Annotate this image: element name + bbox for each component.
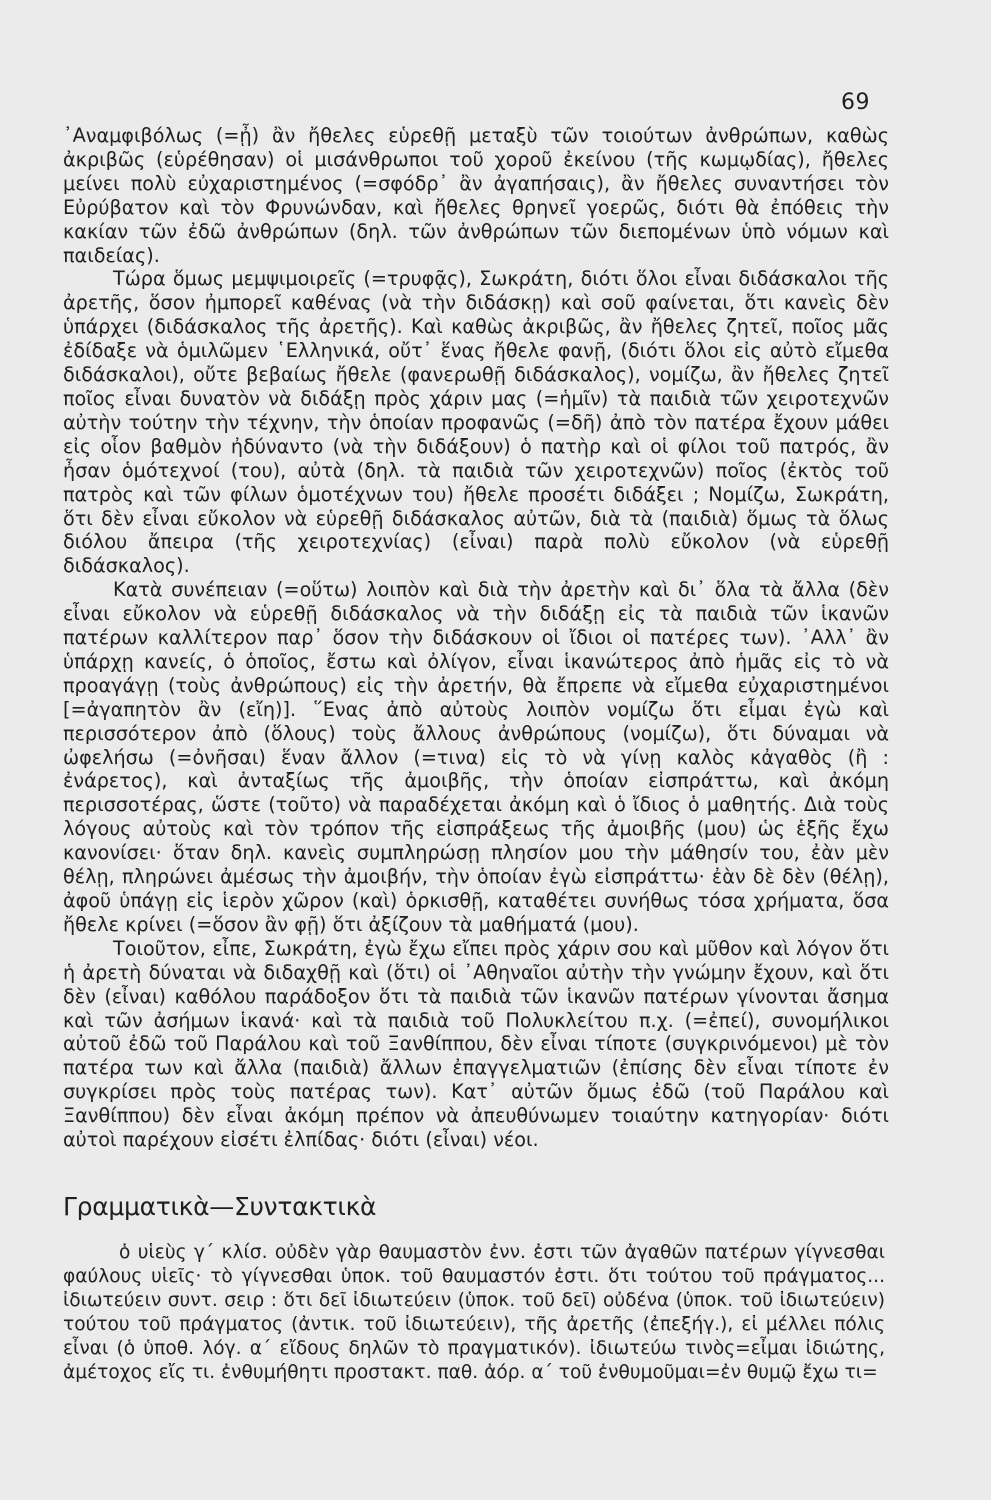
paragraph: ᾿Αναμφιβόλως (=ᾖ) ἂν ἤθελες εὑρεθῇ μεταξὺ τῶν τοιούτων ἀνθρώπων, καθὼς ἀκριβῶς (εὑρέθησαν) οἱ μισάνθρωποι τοῦ χοροῦ ἐκείνου (τῆς κωμῳδίας), ἤθελες μείνει πολὺ εὐχαριστημένος (=σφόδρ᾿ ἂν ἀγαπήσαις), ἂν ἤθελες συναντήσει τὸν Εὐρύβατον καὶ τὸν Φρυνώνδαν, καὶ ἤθελες θρηνεῖ γοερῶς, διότι θὰ ἐπόθεις τὴν κακίαν τῶν ἐδῶ ἀνθρώπων (δηλ. τῶν ἀνθρώπων τῶν διεπομένων ὑπὸ νόμων καὶ παιδείας). <box>63 124 889 267</box>
paragraph: Τοιοῦτον, εἶπε, Σωκράτη, ἐγὼ ἔχω εἴπει πρὸς χάριν σου καὶ μῦθον καὶ λόγον ὅτι ἡ ἀρετὴ δύναται νὰ διδαχθῇ καὶ (ὅτι) οἱ ᾿Αθηναῖοι αὐτὴν τὴν γνώμην ἔχουν, καὶ ὅτι δὲν (εἶναι) καθόλου παράδοξον ὅτι τὰ παιδιὰ τῶν ἱκανῶν πατέρων γίνονται ἄσημα καὶ τῶν ἀσήμων ἱκανά· καὶ τὰ παιδιὰ τοῦ Πολυκλείτου π.χ. (=ἐπεί), συνομήλικοι αὐτοῦ ἐδῶ τοῦ Παράλου καὶ τοῦ Ξανθίππου, δὲν εἶναι τίποτε (συγκρινόμενοι) μὲ τὸν πατέρα των καὶ ἄλλα (παιδιὰ) ἄλλων ἐπαγγελματιῶν (ἐπίσης δὲν εἶναι τίποτε ἐν συγκρίσει πρὸς τοὺς πατέρας των). Κατ᾿ αὐτῶν ὅμως ἐδῶ (τοῦ Παράλου καὶ Ξανθίππου) δὲν εἶναι ἀκόμη πρέπον νὰ ἀπευθύνωμεν τοιαύτην κατηγορίαν· διότι αὐτοὶ παρέχουν εἰσέτι ἐλπίδας· διότι (εἶναι) νέοι. <box>63 936 889 1152</box>
paragraph: Τώρα ὅμως μεμψιμοιρεῖς (=τρυφᾷς), Σωκράτη, διότι ὅλοι εἶναι διδάσκαλοι τῆς ἀρετῆς, ὅσον ἠμπορεῖ καθένας (νὰ τὴν διδάσκῃ) καὶ σοῦ φαίνεται, ὅτι κανεὶς δὲν ὑπάρχει (διδάσκαλος τῆς ἀρετῆς). Καὶ καθὼς ἀκριβῶς, ἂν ἤθελες ζητεῖ, ποῖος μᾶς ἐδίδαξε νὰ ὁμιλῶμεν ῾Ελληνικά, οὔτ᾿ ἕνας ἤθελε φανῇ, (διότι ὅλοι εἰς αὐτὸ εἴμεθα διδάσκαλοι), οὔτε βεβαίως ἤθελε (φανερωθῇ διδάσκαλος), νομίζω, ἂν ἤθελες ζητεῖ ποῖος εἶναι δυνατὸν νὰ διδάξῃ πρὸς χάριν μας (=ἡμῖν) τὰ παιδιὰ τῶν χειροτεχνῶν αὐτὴν τούτην τὴν τέχνην, τὴν ὁποίαν προφανῶς (=δῆ) ἀπὸ τὸν πατέρα ἔχουν μάθει εἰς οἷον βαθμὸν ἠδύναντο (νὰ τὴν διδάξουν) ὁ πατὴρ καὶ οἱ φίλοι τοῦ πατρός, ἂν ἦσαν ὁμότεχνοί (του), αὐτὰ (δηλ. τὰ παιδιὰ τῶν χειροτεχνῶν) ποῖος (ἐκτὸς τοῦ πατρὸς καὶ τῶν φίλων ὁμοτέχνων του) ἤθελε προσέτι διδάξει ; Νομίζω, Σωκράτη, ὅτι δὲν εἶναι εὔκολον νὰ εὑρεθῇ διδάσκαλος αὐτῶν, διὰ τὰ (παιδιὰ) ὅμως τὰ ὅλως διόλου ἄπειρα (τῆς χειροτεχνίας) (εἶναι) παρὰ πολὺ εὔκολον (νὰ εὑρεθῇ διδάσκαλος). <box>63 267 889 578</box>
page-number: 69 <box>841 90 870 115</box>
body-text <box>63 124 889 1152</box>
paragraph: Κατὰ συνέπειαν (=οὕτω) λοιπὸν καὶ διὰ τὴν ἀρετὴν καὶ δι᾿ ὅλα τὰ ἄλλα (δὲν εἶναι εὔκολον νὰ εὑρεθῇ διδάσκαλος νὰ τὴν διδάξῃ εἰς τὰ παιδιὰ τῶν ἱκανῶν πατέρων καλλίτερον παρ᾿ ὅσον τὴν διδάσκουν οἱ ἴδιοι οἱ πατέρες των). ᾿Αλλ᾿ ἂν ὑπάρχῃ κανείς, ὁ ὁποῖος, ἔστω καὶ ὀλίγον, εἶναι ἱκανώτερος ἀπὸ ἡμᾶς εἰς τὸ νὰ προαγάγῃ (τοὺς ἀνθρώπους) εἰς τὴν ἀρετήν, θὰ ἔπρεπε νὰ εἴμεθα εὐχαριστημένοι [=ἀγαπητὸν ἂν (εἴη)]. ῞Ενας ἀπὸ αὐτοὺς λοιπὸν νομίζω ὅτι εἶμαι ἐγὼ καὶ περισσότερον ἀπὸ (ὅλους) τοὺς ἄλλους ἀνθρώπους (νομίζω), ὅτι δύναμαι νὰ ὠφελήσω (=ὀνῆσαι) ἕναν ἄλλον (=τινα) εἰς τὸ νὰ γίνῃ καλὸς κἀγαθὸς (ἢ : ἐνάρετος), καὶ ἀνταξίως τῆς ἀμοιβῆς, τὴν ὁποίαν εἰσπράττω, καὶ ἀκόμη περισσοτέρας, ὥστε (τοῦτο) νὰ παραδέχεται ἀκόμη καὶ ὁ ἴδιος ὁ μαθητής. Διὰ τοὺς λόγους αὐτοὺς καὶ τὸν τρόπον τῆς εἰσπράξεως τῆς ἀμοιβῆς (μου) ὡς ἑξῆς ἔχω κανονίσει· ὅταν δηλ. κανεὶς συμπληρώσῃ πλησίον μου τὴν μάθησίν του, ἐὰν μὲν θέλῃ, πληρώνει ἀμέσως τὴν ἀμοιβήν, τὴν ὁποίαν ἐγὼ εἰσπράττω· ἐὰν δὲ δὲν (θέλῃ), ἀφοῦ ὑπάγῃ εἰς ἱερὸν χῶρον (καὶ) ὁρκισθῇ, καταθέτει συνήθως τόσα χρήματα, ὅσα ἤθελε κρίνει (=ὅσον ἂν φῇ) ὅτι ἀξίζουν τὰ μαθήματά (μου). <box>63 578 889 936</box>
section-heading: Γραμματικὰ—Συντακτικὰ <box>63 1192 377 1221</box>
grammar-notes <box>63 1241 885 1384</box>
notes-paragraph: ὁ υἱεὺς γ΄ κλίσ. οὐδὲν γὰρ θαυμαστὸν ἐνν. ἐστι τῶν ἀγαθῶν πατέρων γίγνεσθαι φαύλους υἱεῖς· τὸ γίγνεσθαι ὑποκ. τοῦ θαυμαστόν ἐστι. ὅτι τούτου τοῦ πράγματος... ἰδιωτεύειν συντ. σειρ : ὅτι δεῖ ἰδιωτεύειν (ὑποκ. τοῦ δεῖ) οὐδένα (ὑποκ. τοῦ ἰδιωτεύειν) τούτου τοῦ πράγματος (ἀντικ. τοῦ ἰδιωτεύειν), τῆς ἀρετῆς (ἐπεξήγ.), εἰ μέλλει πόλις εἶναι (ὁ ὑποθ. λόγ. α΄ εἴδους δηλῶν τὸ πραγματικόν). ἰδιωτεύω τινὸς=εἶμαι ἰδιώτης, ἀμέτοχος εἴς τι. ἐνθυμήθητι προστακτ. παθ. ἀόρ. α΄ τοῦ ἐνθυμοῦμαι=ἐν θυμῷ ἔχω τι= <box>63 1242 885 1383</box>
